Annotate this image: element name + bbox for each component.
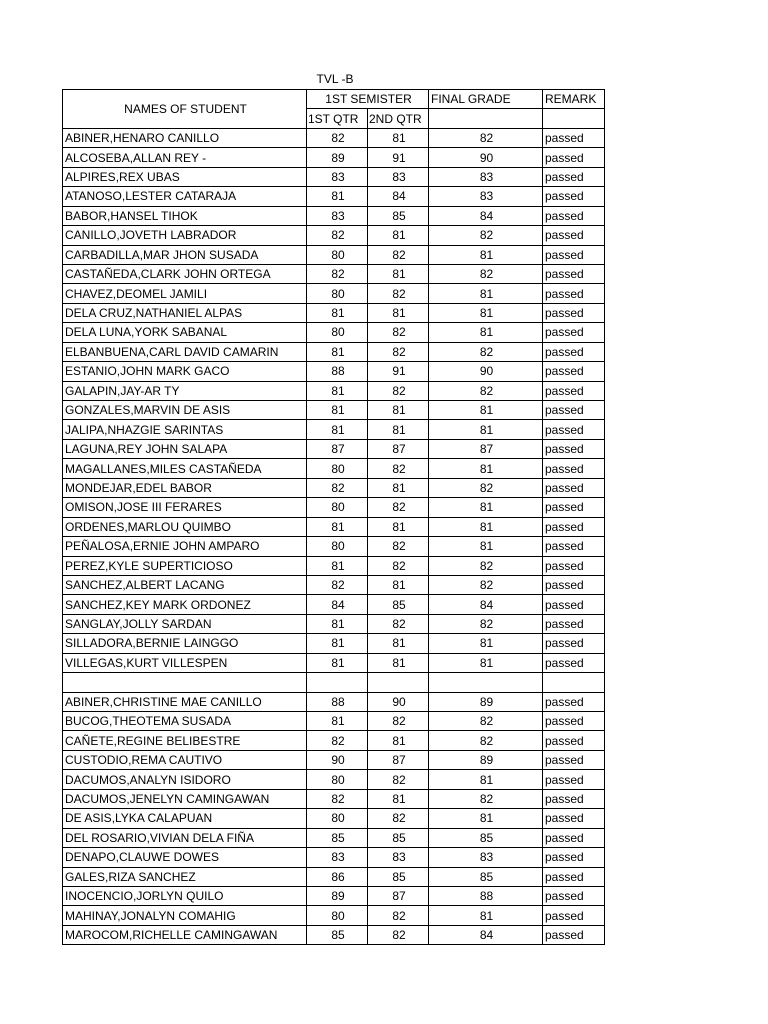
final-grade: 83	[429, 167, 543, 186]
table-row	[63, 575, 605, 594]
student-name: CAÑETE,REGINE BELIBESTRE	[63, 731, 307, 750]
final-grade: 89	[429, 692, 543, 711]
header-final-grade: FINAL GRADE	[429, 90, 543, 109]
second-qtr-grade: 87	[368, 439, 429, 458]
first-qtr-grade: 87	[307, 439, 368, 458]
final-grade: 88	[429, 886, 543, 905]
first-qtr-grade: 89	[307, 148, 368, 167]
table-row	[63, 167, 605, 186]
first-qtr-grade: 81	[307, 634, 368, 653]
remark: passed	[543, 323, 605, 342]
student-name: ELBANBUENA,CARL DAVID CAMARIN	[63, 342, 307, 361]
final-grade: 81	[429, 634, 543, 653]
first-qtr-grade: 81	[307, 556, 368, 575]
first-qtr-grade: 89	[307, 886, 368, 905]
second-qtr-grade: 81	[368, 303, 429, 322]
remark: passed	[543, 439, 605, 458]
student-name: DACUMOS,ANALYN ISIDORO	[63, 770, 307, 789]
table-row	[63, 848, 605, 867]
table-row	[63, 420, 605, 439]
student-name: PEREZ,KYLE SUPERTICIOSO	[63, 556, 307, 575]
second-qtr-grade: 91	[368, 362, 429, 381]
student-name: OMISON,JOSE III FERARES	[63, 498, 307, 517]
header-remark: REMARK	[543, 90, 605, 109]
header-q2: 2ND QTR	[368, 109, 429, 128]
second-qtr-grade: 81	[368, 478, 429, 497]
first-qtr-grade: 81	[307, 653, 368, 672]
student-name: MAROCOM,RICHELLE CAMINGAWAN	[63, 925, 307, 944]
final-grade: 81	[429, 809, 543, 828]
second-qtr-grade: 82	[368, 906, 429, 925]
table-row	[63, 459, 605, 478]
table-row	[63, 478, 605, 497]
first-qtr-grade: 90	[307, 750, 368, 769]
second-qtr-grade: 81	[368, 401, 429, 420]
table-row	[63, 303, 605, 322]
remark: passed	[543, 692, 605, 711]
remark: passed	[543, 809, 605, 828]
second-qtr-grade: 82	[368, 342, 429, 361]
remark: passed	[543, 128, 605, 147]
final-grade: 90	[429, 362, 543, 381]
student-name: GALAPIN,JAY-AR TY	[63, 381, 307, 400]
student-name: BABOR,HANSEL TIHOK	[63, 206, 307, 225]
header-names: NAMES OF STUDENT	[63, 90, 307, 129]
final-grade: 84	[429, 595, 543, 614]
remark: passed	[543, 187, 605, 206]
table-row	[63, 828, 605, 847]
table-row	[63, 556, 605, 575]
second-qtr-grade: 82	[368, 537, 429, 556]
second-qtr-grade: 82	[368, 809, 429, 828]
table-row	[63, 226, 605, 245]
remark: passed	[543, 789, 605, 808]
first-qtr-grade: 80	[307, 537, 368, 556]
table-row	[63, 323, 605, 342]
table-row	[63, 906, 605, 925]
table-row	[63, 342, 605, 361]
remark: passed	[543, 848, 605, 867]
student-name: SANCHEZ,KEY MARK ORDONEZ	[63, 595, 307, 614]
final-grade: 81	[429, 498, 543, 517]
final-grade: 82	[429, 614, 543, 633]
first-qtr-grade: 80	[307, 770, 368, 789]
second-qtr-grade: 81	[368, 575, 429, 594]
final-grade: 84	[429, 206, 543, 225]
table-row	[63, 206, 605, 225]
table-row	[63, 537, 605, 556]
final-grade: 87	[429, 439, 543, 458]
remark: passed	[543, 148, 605, 167]
final-grade: 85	[429, 867, 543, 886]
second-qtr-grade: 81	[368, 653, 429, 672]
second-qtr-grade: 87	[368, 750, 429, 769]
table-row	[63, 595, 605, 614]
table-row	[63, 867, 605, 886]
student-name: ESTANIO,JOHN MARK GACO	[63, 362, 307, 381]
second-qtr-grade: 81	[368, 420, 429, 439]
first-qtr-grade: 83	[307, 167, 368, 186]
table-row	[63, 692, 605, 711]
student-name: DE ASIS,LYKA CALAPUAN	[63, 809, 307, 828]
first-qtr-grade: 82	[307, 789, 368, 808]
final-grade: 81	[429, 420, 543, 439]
final-grade: 83	[429, 187, 543, 206]
sheet-title: TVL -B	[316, 72, 354, 86]
second-qtr-grade: 82	[368, 323, 429, 342]
remark: passed	[543, 731, 605, 750]
table-row	[63, 284, 605, 303]
final-grade: 84	[429, 925, 543, 944]
second-qtr-grade: 83	[368, 167, 429, 186]
student-name: DACUMOS,JENELYN CAMINGAWAN	[63, 789, 307, 808]
student-name	[63, 673, 307, 692]
remark: passed	[543, 906, 605, 925]
student-name: JALIPA,NHAZGIE SARINTAS	[63, 420, 307, 439]
second-qtr-grade: 82	[368, 498, 429, 517]
student-name: ORDENES,MARLOU QUIMBO	[63, 517, 307, 536]
remark: passed	[543, 575, 605, 594]
remark: passed	[543, 498, 605, 517]
remark: passed	[543, 925, 605, 944]
first-qtr-grade: 81	[307, 517, 368, 536]
student-name: SANGLAY,JOLLY SARDAN	[63, 614, 307, 633]
remark: passed	[543, 537, 605, 556]
student-name: DEL ROSARIO,VIVIAN DELA FIÑA	[63, 828, 307, 847]
final-grade: 90	[429, 148, 543, 167]
remark: passed	[543, 517, 605, 536]
first-qtr-grade: 81	[307, 614, 368, 633]
first-qtr-grade: 82	[307, 575, 368, 594]
table-row	[63, 614, 605, 633]
second-qtr-grade: 82	[368, 925, 429, 944]
second-qtr-grade: 81	[368, 226, 429, 245]
first-qtr-grade: 84	[307, 595, 368, 614]
student-name: ATANOSO,LESTER CATARAJA	[63, 187, 307, 206]
table-row	[63, 653, 605, 672]
second-qtr-grade: 90	[368, 692, 429, 711]
remark: passed	[543, 401, 605, 420]
table-row	[63, 712, 605, 731]
final-grade: 82	[429, 264, 543, 283]
final-grade	[429, 673, 543, 692]
first-qtr-grade: 80	[307, 459, 368, 478]
student-name: DELA LUNA,YORK SABANAL	[63, 323, 307, 342]
first-qtr-grade: 85	[307, 828, 368, 847]
second-qtr-grade: 82	[368, 712, 429, 731]
final-grade: 85	[429, 828, 543, 847]
table-row	[63, 245, 605, 264]
table-row	[63, 750, 605, 769]
table-row	[63, 401, 605, 420]
remark: passed	[543, 381, 605, 400]
remark	[543, 673, 605, 692]
first-qtr-grade: 88	[307, 362, 368, 381]
second-qtr-grade: 87	[368, 886, 429, 905]
final-grade: 81	[429, 401, 543, 420]
student-name: PEÑALOSA,ERNIE JOHN AMPARO	[63, 537, 307, 556]
final-grade: 82	[429, 731, 543, 750]
table-row	[63, 517, 605, 536]
student-name: MAGALLANES,MILES CASTAÑEDA	[63, 459, 307, 478]
second-qtr-grade: 85	[368, 595, 429, 614]
remark: passed	[543, 750, 605, 769]
student-name: BUCOG,THEOTEMA SUSADA	[63, 712, 307, 731]
first-qtr-grade: 80	[307, 245, 368, 264]
student-name: GONZALES,MARVIN DE ASIS	[63, 401, 307, 420]
second-qtr-grade: 82	[368, 556, 429, 575]
second-qtr-grade: 83	[368, 848, 429, 867]
final-grade: 82	[429, 556, 543, 575]
final-grade: 83	[429, 848, 543, 867]
remark: passed	[543, 303, 605, 322]
first-qtr-grade: 81	[307, 381, 368, 400]
first-qtr-grade: 80	[307, 284, 368, 303]
student-name: SANCHEZ,ALBERT LACANG	[63, 575, 307, 594]
student-name: ALCOSEBA,ALLAN REY -	[63, 148, 307, 167]
final-grade: 89	[429, 750, 543, 769]
grades-table-body	[63, 90, 605, 945]
table-row	[63, 498, 605, 517]
student-name: CHAVEZ,DEOMEL JAMILI	[63, 284, 307, 303]
remark: passed	[543, 459, 605, 478]
table-row	[63, 148, 605, 167]
student-name: LAGUNA,REY JOHN SALAPA	[63, 439, 307, 458]
grades-table	[62, 89, 605, 945]
remark: passed	[543, 828, 605, 847]
header-final-empty	[429, 109, 543, 128]
final-grade: 82	[429, 478, 543, 497]
first-qtr-grade: 80	[307, 323, 368, 342]
first-qtr-grade: 82	[307, 731, 368, 750]
table-row	[63, 381, 605, 400]
final-grade: 81	[429, 245, 543, 264]
remark: passed	[543, 712, 605, 731]
table-row	[63, 128, 605, 147]
first-qtr-grade: 88	[307, 692, 368, 711]
first-qtr-grade: 86	[307, 867, 368, 886]
final-grade: 82	[429, 381, 543, 400]
first-qtr-grade: 82	[307, 264, 368, 283]
second-qtr-grade: 82	[368, 284, 429, 303]
first-qtr-grade: 81	[307, 303, 368, 322]
first-qtr-grade: 80	[307, 906, 368, 925]
student-name: CARBADILLA,MAR JHON SUSADA	[63, 245, 307, 264]
table-row	[63, 809, 605, 828]
table-row	[63, 925, 605, 944]
second-qtr-grade: 81	[368, 128, 429, 147]
student-name: INOCENCIO,JORLYN QUILO	[63, 886, 307, 905]
second-qtr-grade: 85	[368, 867, 429, 886]
table-row	[63, 439, 605, 458]
table-row	[63, 634, 605, 653]
table-row	[63, 789, 605, 808]
student-name: ABINER,CHRISTINE MAE CANILLO	[63, 692, 307, 711]
final-grade: 82	[429, 342, 543, 361]
final-grade: 81	[429, 459, 543, 478]
student-name: CUSTODIO,REMA CAUTIVO	[63, 750, 307, 769]
second-qtr-grade: 84	[368, 187, 429, 206]
first-qtr-grade: 81	[307, 342, 368, 361]
table-row	[63, 731, 605, 750]
table-row	[63, 264, 605, 283]
student-name: SILLADORA,BERNIE LAINGGO	[63, 634, 307, 653]
header-q1: 1ST QTR	[307, 109, 368, 128]
final-grade: 82	[429, 789, 543, 808]
second-qtr-grade: 81	[368, 517, 429, 536]
second-qtr-grade: 91	[368, 148, 429, 167]
final-grade: 81	[429, 906, 543, 925]
remark: passed	[543, 653, 605, 672]
table-row	[63, 770, 605, 789]
table-row	[63, 673, 605, 692]
table-row	[63, 187, 605, 206]
student-name: MONDEJAR,EDEL BABOR	[63, 478, 307, 497]
final-grade: 81	[429, 323, 543, 342]
final-grade: 82	[429, 575, 543, 594]
remark: passed	[543, 556, 605, 575]
final-grade: 81	[429, 284, 543, 303]
table-row	[63, 362, 605, 381]
final-grade: 82	[429, 128, 543, 147]
student-name: ALPIRES,REX UBAS	[63, 167, 307, 186]
remark: passed	[543, 206, 605, 225]
remark: passed	[543, 867, 605, 886]
first-qtr-grade	[307, 673, 368, 692]
final-grade: 81	[429, 653, 543, 672]
remark: passed	[543, 614, 605, 633]
student-name: MAHINAY,JONALYN COMAHIG	[63, 906, 307, 925]
first-qtr-grade: 80	[307, 809, 368, 828]
first-qtr-grade: 81	[307, 420, 368, 439]
first-qtr-grade: 82	[307, 128, 368, 147]
student-name: DELA CRUZ,NATHANIEL ALPAS	[63, 303, 307, 322]
first-qtr-grade: 81	[307, 401, 368, 420]
final-grade: 81	[429, 537, 543, 556]
student-name: CASTAÑEDA,CLARK JOHN ORTEGA	[63, 264, 307, 283]
second-qtr-grade: 81	[368, 634, 429, 653]
remark: passed	[543, 595, 605, 614]
student-name: VILLEGAS,KURT VILLESPEN	[63, 653, 307, 672]
student-name: CANILLO,JOVETH LABRADOR	[63, 226, 307, 245]
header-semester: 1ST SEMISTER	[307, 90, 429, 109]
header-remark-empty	[543, 109, 605, 128]
table-row	[63, 886, 605, 905]
final-grade: 81	[429, 303, 543, 322]
second-qtr-grade: 81	[368, 264, 429, 283]
final-grade: 81	[429, 517, 543, 536]
header-row-1	[63, 90, 605, 109]
second-qtr-grade: 85	[368, 828, 429, 847]
student-name: GALES,RIZA SANCHEZ	[63, 867, 307, 886]
remark: passed	[543, 167, 605, 186]
final-grade: 81	[429, 770, 543, 789]
remark: passed	[543, 245, 605, 264]
first-qtr-grade: 83	[307, 206, 368, 225]
final-grade: 82	[429, 712, 543, 731]
second-qtr-grade: 82	[368, 381, 429, 400]
remark: passed	[543, 420, 605, 439]
remark: passed	[543, 226, 605, 245]
first-qtr-grade: 82	[307, 478, 368, 497]
second-qtr-grade: 81	[368, 789, 429, 808]
student-name: DENAPO,CLAUWE DOWES	[63, 848, 307, 867]
remark: passed	[543, 264, 605, 283]
first-qtr-grade: 81	[307, 712, 368, 731]
second-qtr-grade: 82	[368, 459, 429, 478]
remark: passed	[543, 284, 605, 303]
first-qtr-grade: 85	[307, 925, 368, 944]
second-qtr-grade: 81	[368, 731, 429, 750]
remark: passed	[543, 886, 605, 905]
remark: passed	[543, 770, 605, 789]
student-name: ABINER,HENARO CANILLO	[63, 128, 307, 147]
second-qtr-grade: 82	[368, 770, 429, 789]
first-qtr-grade: 83	[307, 848, 368, 867]
remark: passed	[543, 634, 605, 653]
second-qtr-grade: 82	[368, 245, 429, 264]
first-qtr-grade: 82	[307, 226, 368, 245]
remark: passed	[543, 342, 605, 361]
remark: passed	[543, 478, 605, 497]
final-grade: 82	[429, 226, 543, 245]
second-qtr-grade: 82	[368, 614, 429, 633]
remark: passed	[543, 362, 605, 381]
second-qtr-grade: 85	[368, 206, 429, 225]
second-qtr-grade	[368, 673, 429, 692]
first-qtr-grade: 80	[307, 498, 368, 517]
first-qtr-grade: 81	[307, 187, 368, 206]
